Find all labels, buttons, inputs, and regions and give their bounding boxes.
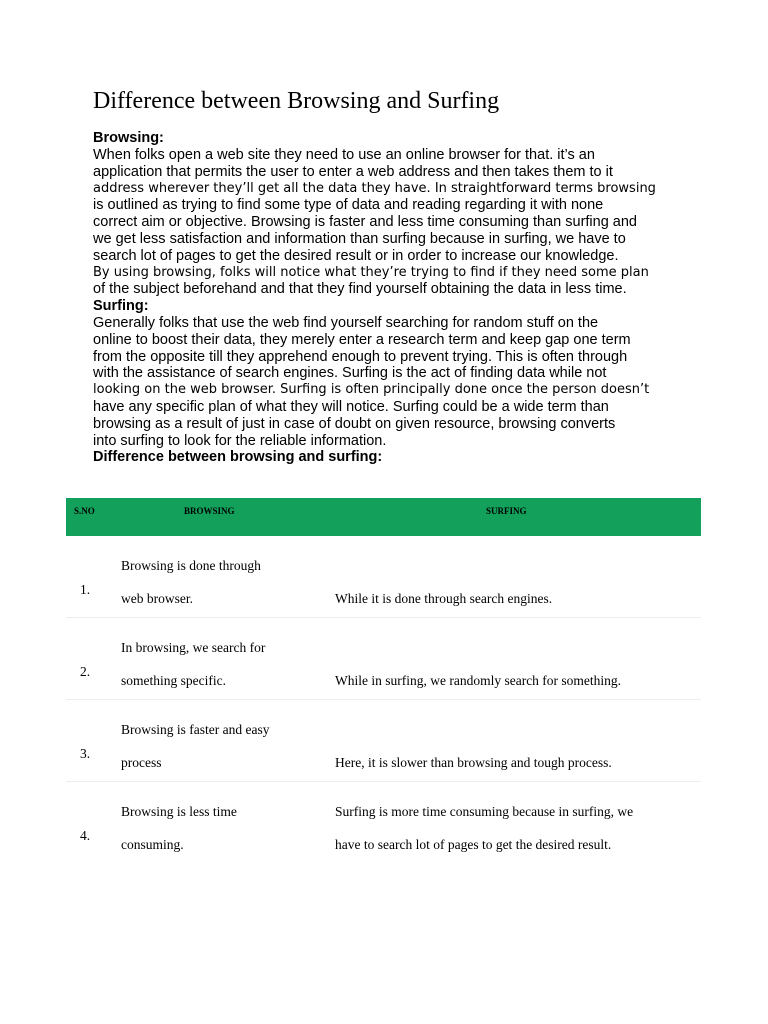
header-surfing: SURFING bbox=[486, 506, 527, 516]
surfing-cell bbox=[335, 549, 552, 615]
cell-line bbox=[335, 713, 612, 746]
surfing-cell bbox=[335, 713, 612, 779]
surfing-line: have any specific plan of what they will notice. Surfing could be a wide term than bbox=[93, 398, 609, 415]
surfing-line: browsing as a result of just in case of doubt on given resource, browsing converts bbox=[93, 415, 616, 432]
browsing-line: address wherever they’ll get all the data they have. In straightforward terms browsing bbox=[93, 180, 656, 196]
cell-line: something specific. bbox=[121, 673, 226, 688]
comparison-table bbox=[66, 498, 701, 863]
surfing-line: looking on the web browser. Surfing is often principally done once the person doesn’t bbox=[93, 382, 650, 398]
surfing-line: Generally folks that use the web find yourself searching for random stuff on the bbox=[93, 315, 599, 331]
difference-heading: Difference between browsing and surfing: bbox=[93, 449, 383, 465]
browsing-heading: Browsing: bbox=[93, 130, 164, 146]
surfing-line: from the opposite till they apprehend enough to prevent trying. This is often through bbox=[93, 348, 628, 365]
browsing-line: When folks open a web site they need to use an online browser for that. it’s an bbox=[93, 147, 595, 163]
row-number: 3. bbox=[80, 746, 91, 761]
table-row bbox=[66, 618, 701, 700]
browsing-line: we get less satisfaction and information than surfing because in surfing, we have to bbox=[93, 230, 626, 247]
browsing-paragraph bbox=[93, 147, 693, 298]
browsing-cell bbox=[121, 795, 237, 861]
browsing-line: of the subject beforehand and that they find yourself obtaining the data in less time. bbox=[93, 281, 627, 298]
table-row bbox=[66, 700, 701, 782]
cell-line: Browsing is faster and easy bbox=[121, 722, 270, 737]
header-sno: S.NO bbox=[74, 506, 95, 516]
surfing-line: into surfing to look for the reliable information. bbox=[93, 432, 387, 449]
surfing-paragraph bbox=[93, 315, 693, 449]
cell-line: process bbox=[121, 755, 162, 770]
cell-line: Surfing is more time consuming because in surfing, we bbox=[335, 804, 634, 819]
table-row bbox=[66, 536, 701, 618]
row-number: 1. bbox=[80, 582, 91, 597]
row-number: 4. bbox=[80, 828, 91, 843]
surfing-cell bbox=[335, 795, 633, 861]
cell-line: Browsing is less time bbox=[121, 804, 237, 819]
surfing-heading: Surfing: bbox=[93, 298, 149, 314]
row-number: 2. bbox=[80, 664, 91, 679]
browsing-cell bbox=[121, 631, 265, 697]
cell-line: While in surfing, we randomly search for something. bbox=[335, 673, 622, 688]
cell-line bbox=[335, 631, 621, 664]
browsing-line: application that permits the user to enter a web address and then takes them to it bbox=[93, 163, 613, 180]
browsing-cell bbox=[121, 713, 269, 779]
cell-line: have to search lot of pages to get the desired result. bbox=[335, 837, 612, 852]
cell-line: While it is done through search engines. bbox=[335, 591, 553, 606]
cell-line bbox=[335, 549, 552, 582]
table-header bbox=[66, 498, 701, 536]
browsing-line: is outlined as trying to find some type of data and reading regarding it with none bbox=[93, 197, 604, 214]
cell-line: Browsing is done through bbox=[121, 558, 261, 573]
browsing-line: By using browsing, folks will notice what they’re trying to find if they need some plan bbox=[93, 264, 649, 280]
browsing-line: correct aim or objective. Browsing is faster and less time consuming than surfing and bbox=[93, 214, 637, 231]
cell-line: Here, it is slower than browsing and tough process. bbox=[335, 755, 612, 770]
surfing-line: online to boost their data, they merely enter a research term and keep gap one term bbox=[93, 331, 631, 348]
browsing-cell bbox=[121, 549, 261, 615]
header-browsing: BROWSING bbox=[184, 506, 235, 516]
surfing-cell bbox=[335, 631, 621, 697]
page-title: Difference between Browsing and Surfing bbox=[93, 88, 500, 114]
surfing-line: with the assistance of search engines. Surfing is the act of finding data while not bbox=[93, 365, 607, 382]
cell-line: consuming. bbox=[121, 837, 184, 852]
table-row bbox=[66, 782, 701, 863]
cell-line: web browser. bbox=[121, 591, 193, 606]
browsing-line: search lot of pages to get the desired result or in order to increase our knowledge. bbox=[93, 247, 619, 264]
cell-line: In browsing, we search for bbox=[121, 640, 266, 655]
